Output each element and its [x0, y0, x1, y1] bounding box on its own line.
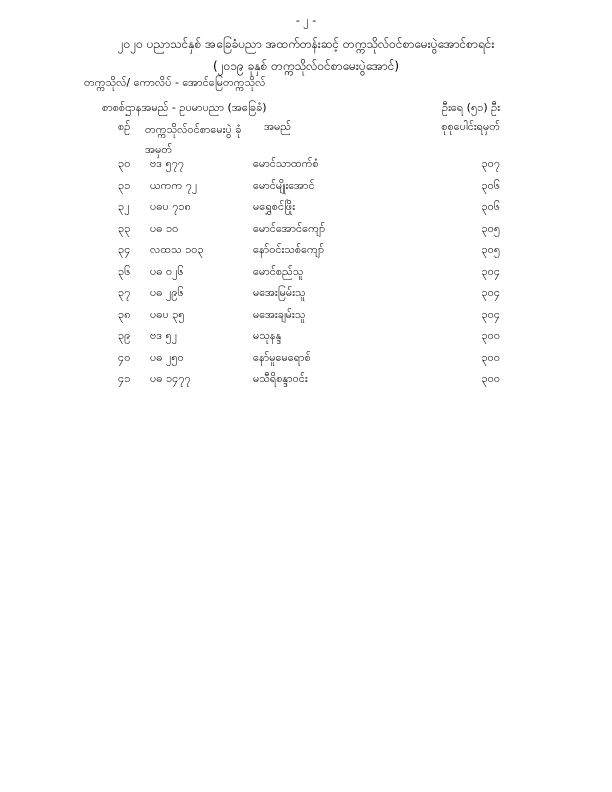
row-marks: ၃၀၆	[481, 178, 500, 192]
column-header-name: အမည်	[264, 120, 292, 133]
row-number: ၄၀	[118, 350, 131, 364]
row-name: မအေးချမ်းသူ	[253, 307, 306, 321]
row-marks: ၃၀၄	[481, 307, 500, 321]
table-row	[0, 329, 612, 351]
row-marks: ၃၀၄	[481, 286, 500, 299]
row-number: ၃၄	[118, 243, 131, 256]
row-number: ၃၂	[118, 200, 130, 213]
row-marks: ၃၀၄	[481, 264, 500, 278]
table-row	[0, 372, 612, 394]
row-name: နော်မူမေရောစ်	[253, 350, 311, 364]
table-header	[0, 120, 612, 160]
row-marks: ၃၀၆	[481, 200, 500, 213]
row-roll-number: ပဓ ၁၀	[150, 221, 179, 235]
row-marks: ၃၀၀	[481, 329, 500, 342]
row-name: မောင်စည်သူ	[253, 264, 304, 278]
exam-center-label: စာစစ်ဌာနအမည် - ဥပမာပညာ (အခြေခံ)	[102, 101, 267, 114]
row-roll-number: ယကက ၇၂	[150, 178, 198, 192]
row-roll-number: ဗဒ ၅၂	[150, 329, 178, 342]
table-row	[0, 265, 612, 287]
row-name: မသီရိစန္ဒာဝင်း	[253, 372, 308, 385]
row-roll-number: ပဓ ၂၅၀	[150, 350, 184, 364]
row-roll-number: ပဓ ၂၉၆	[150, 286, 184, 299]
row-number: ၄၁	[118, 372, 131, 385]
row-name: မသုနန္ဒ	[253, 329, 282, 342]
column-header-number: စဉ်	[118, 120, 131, 133]
table-row	[0, 157, 612, 179]
row-roll-number: ပဓပ ၇၁၈	[150, 200, 191, 213]
row-name: မအေးမြမ်းသူ	[253, 286, 306, 299]
row-roll-number: ပဓပ ၃၅	[150, 307, 185, 321]
page-subtitle: (၂၀၁၉ ခုနှစ် တက္ကသိုလ်ဝင်စာမေးပွဲအောင်)	[212, 59, 400, 73]
row-marks: ၃၀၅	[481, 221, 500, 235]
row-roll-number: ဗဒ ၅၇၇	[150, 157, 185, 170]
row-roll-number: ပဓ ၁၄၇၇	[150, 372, 191, 385]
table-row	[0, 308, 612, 330]
table-row	[0, 286, 612, 308]
row-number: ၃၁	[118, 178, 131, 192]
table-row	[0, 243, 612, 265]
student-count: ဦးရေ (၅၁) ဦး	[441, 101, 500, 114]
page-number: - ၂ -	[295, 14, 317, 27]
table-row	[0, 200, 612, 222]
row-roll-number: လထသ ၁၀၃	[150, 243, 204, 256]
row-name: မရွှေစင်ဖြိုး	[253, 200, 296, 213]
page-title: ၂၀၂၀ ပညာသင်နှစ် အခြေခံပညာ အထက်တန်းဆင့် တက္ကသိုလ်ဝင်စာမေးပွဲအောင်စာရင်း	[117, 37, 495, 51]
results-table	[0, 157, 612, 394]
column-header-roll: တက္ကသိုလ်ဝင်စာမေးပွဲ ခုံအမှတ်	[145, 123, 242, 156]
table-row	[0, 351, 612, 373]
row-name: နော်ဝင်းသစ်ကျော်	[253, 243, 325, 256]
university-label: တက္ကသိုလ်/ ကောလိပ် - အောင်မြေတက္ကသိုလ်	[84, 76, 266, 89]
row-marks: ၃၀၅	[481, 243, 500, 256]
row-number: ၃၉	[118, 329, 131, 342]
row-number: ၃၀	[118, 157, 131, 170]
row-name: မောင်အောင်ကျော်	[253, 221, 326, 235]
row-number: ၃၇	[118, 286, 131, 299]
row-number: ၃၈	[118, 307, 131, 321]
table-row	[0, 222, 612, 244]
row-marks: ၃၀၀	[481, 350, 500, 364]
row-number: ၃၆	[118, 264, 131, 278]
table-row	[0, 179, 612, 201]
row-roll-number: ပဓ ၀၂၆	[150, 264, 184, 278]
row-name: မောင်သာထက်စံ	[253, 157, 319, 170]
row-marks: ၃၀၀	[481, 372, 500, 385]
row-name: မောင်မျိုးအောင်	[253, 178, 315, 192]
column-header-marks: စုစုပေါင်းရမှတ်	[441, 120, 500, 133]
row-marks: ၃၀၇	[481, 157, 500, 170]
row-number: ၃၃	[118, 221, 131, 235]
